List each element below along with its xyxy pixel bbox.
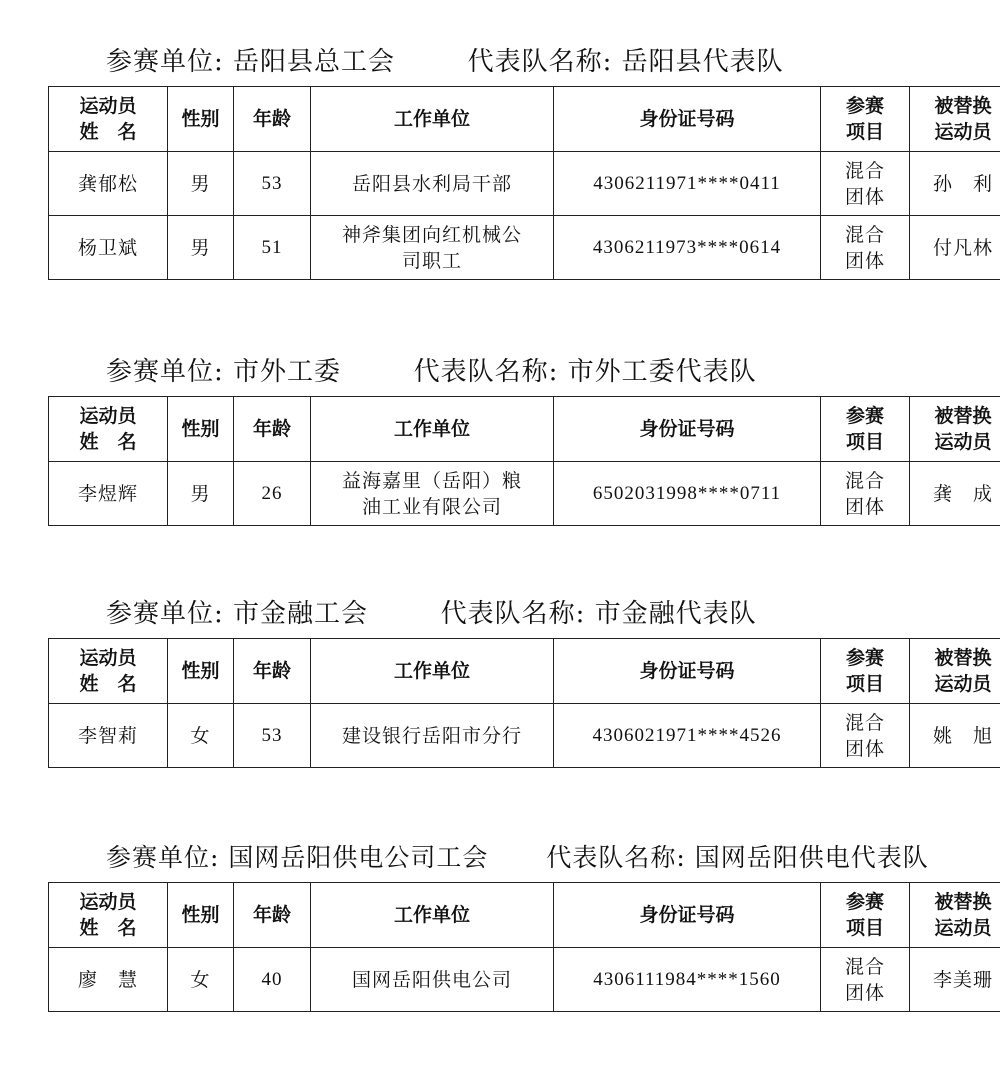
athlete-table xyxy=(48,638,1000,768)
team-value: 市金融代表队 xyxy=(594,599,757,629)
athlete-item: 混合 团体 xyxy=(821,216,910,280)
athlete-table xyxy=(48,882,1000,1012)
athlete-sex: 男 xyxy=(168,462,234,526)
athlete-table xyxy=(48,396,1000,526)
section-heading xyxy=(48,348,953,396)
header-age: 年龄 xyxy=(234,397,311,462)
team-label: 代表队名称: xyxy=(413,357,559,387)
table-row xyxy=(49,704,1000,768)
athlete-work: 建设银行岳阳市分行 xyxy=(311,704,554,768)
header-age: 年龄 xyxy=(234,87,311,152)
header-name: 运动员 姓 名 xyxy=(49,639,168,704)
athlete-name: 廖 慧 xyxy=(49,948,168,1012)
athlete-name: 龚郁松 xyxy=(49,152,168,216)
athlete-age: 51 xyxy=(234,216,311,280)
table-header-row xyxy=(49,87,1000,152)
athlete-replaced: 付凡林 xyxy=(910,216,1000,280)
athlete-id: 4306111984****1560 xyxy=(554,948,821,1012)
header-age: 年龄 xyxy=(234,639,311,704)
athlete-item: 混合 团体 xyxy=(821,948,910,1012)
table-row xyxy=(49,948,1000,1012)
header-id: 身份证号码 xyxy=(554,397,821,462)
header-replaced: 被替换 运动员 xyxy=(910,639,1000,704)
athlete-work: 岳阳县水利局干部 xyxy=(311,152,554,216)
unit-value: 国网岳阳供电公司工会 xyxy=(228,843,489,872)
unit-value: 岳阳县总工会 xyxy=(233,47,396,77)
athlete-name: 李智莉 xyxy=(49,704,168,768)
header-age: 年龄 xyxy=(234,883,311,948)
athlete-work: 益海嘉里（岳阳）粮 油工业有限公司 xyxy=(311,462,554,526)
team-label: 代表队名称: xyxy=(546,843,686,872)
header-replaced: 被替换 运动员 xyxy=(910,87,1000,152)
team-label: 代表队名称: xyxy=(440,599,586,629)
athlete-sex: 男 xyxy=(168,152,234,216)
table-row xyxy=(49,216,1000,280)
athlete-replaced: 李美珊 xyxy=(910,948,1000,1012)
table-header-row xyxy=(49,397,1000,462)
header-sex: 性别 xyxy=(168,639,234,704)
header-sex: 性别 xyxy=(168,87,234,152)
team-section-3 xyxy=(48,590,993,768)
team-section-4 xyxy=(48,834,993,1012)
header-item: 参赛 项目 xyxy=(821,397,910,462)
unit-label: 参赛单位: xyxy=(106,357,224,387)
athlete-name: 李煜辉 xyxy=(49,462,168,526)
header-sex: 性别 xyxy=(168,397,234,462)
athlete-id: 4306211971****0411 xyxy=(554,152,821,216)
athlete-replaced: 孙 利 xyxy=(910,152,1000,216)
header-work: 工作单位 xyxy=(311,639,554,704)
team-value: 市外工委代表队 xyxy=(567,357,757,387)
athlete-age: 40 xyxy=(234,948,311,1012)
header-work: 工作单位 xyxy=(311,883,554,948)
athlete-item: 混合 团体 xyxy=(821,152,910,216)
header-replaced: 被替换 运动员 xyxy=(910,397,1000,462)
header-id: 身份证号码 xyxy=(554,87,821,152)
header-name: 运动员 姓 名 xyxy=(49,883,168,948)
header-id: 身份证号码 xyxy=(554,883,821,948)
unit-value: 市金融工会 xyxy=(233,599,369,629)
team-section-1 xyxy=(48,38,993,280)
header-work: 工作单位 xyxy=(311,87,554,152)
header-item: 参赛 项目 xyxy=(821,639,910,704)
athlete-table xyxy=(48,86,1000,280)
table-row xyxy=(49,152,1000,216)
unit-label: 参赛单位: xyxy=(106,843,220,872)
athlete-age: 26 xyxy=(234,462,311,526)
header-item: 参赛 项目 xyxy=(821,883,910,948)
athlete-work: 国网岳阳供电公司 xyxy=(311,948,554,1012)
team-value: 岳阳县代表队 xyxy=(621,47,784,77)
table-header-row xyxy=(49,639,1000,704)
athlete-age: 53 xyxy=(234,704,311,768)
section-heading xyxy=(48,38,953,86)
header-work: 工作单位 xyxy=(311,397,554,462)
section-heading xyxy=(48,834,953,882)
header-item: 参赛 项目 xyxy=(821,87,910,152)
athlete-sex: 男 xyxy=(168,216,234,280)
unit-label: 参赛单位: xyxy=(106,599,224,629)
athlete-item: 混合 团体 xyxy=(821,462,910,526)
header-sex: 性别 xyxy=(168,883,234,948)
athlete-name: 杨卫斌 xyxy=(49,216,168,280)
header-id: 身份证号码 xyxy=(554,639,821,704)
section-heading xyxy=(48,590,953,638)
team-value: 国网岳阳供电代表队 xyxy=(694,843,929,872)
header-name: 运动员 姓 名 xyxy=(49,397,168,462)
athlete-work: 神斧集团向红机械公 司职工 xyxy=(311,216,554,280)
header-name: 运动员 姓 名 xyxy=(49,87,168,152)
table-row xyxy=(49,462,1000,526)
table-header-row xyxy=(49,883,1000,948)
unit-value: 市外工委 xyxy=(233,357,342,387)
athlete-item: 混合 团体 xyxy=(821,704,910,768)
athlete-age: 53 xyxy=(234,152,311,216)
athlete-replaced: 姚 旭 xyxy=(910,704,1000,768)
header-replaced: 被替换 运动员 xyxy=(910,883,1000,948)
team-section-2 xyxy=(48,348,993,526)
team-label: 代表队名称: xyxy=(467,47,613,77)
unit-label: 参赛单位: xyxy=(106,47,224,77)
athlete-id: 6502031998****0711 xyxy=(554,462,821,526)
athlete-id: 4306211973****0614 xyxy=(554,216,821,280)
athlete-id: 4306021971****4526 xyxy=(554,704,821,768)
athlete-sex: 女 xyxy=(168,704,234,768)
athlete-sex: 女 xyxy=(168,948,234,1012)
athlete-replaced: 龚 成 xyxy=(910,462,1000,526)
